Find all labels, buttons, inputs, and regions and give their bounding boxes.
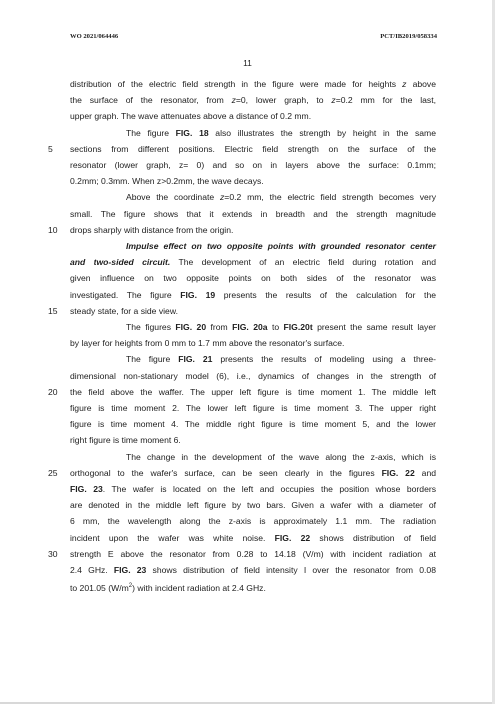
figure-reference: FIG. 20	[175, 322, 207, 333]
text-line: the field above the waffer. The upper left figure is time moment 1. The middle left	[70, 386, 436, 397]
text-line: The figure FIG. 18 also illustrates the strength by height in the same	[126, 127, 436, 138]
publication-number: WO 2021/064446	[70, 33, 119, 40]
figure-reference: FIG. 23	[70, 484, 103, 495]
figure-reference: FIG.20t	[283, 322, 313, 333]
superscript: 2	[128, 583, 133, 590]
text-line: resonator (lower graph, z= 0) and so on in layers above the surface: 0.1mm;	[70, 160, 436, 171]
text-line: right figure is time moment 6.	[70, 435, 181, 446]
line-number: 20	[48, 386, 58, 397]
text-line: The figures FIG. 20 from FIG. 20a to FIG.20t present the same result layer	[126, 322, 436, 333]
text-line: steady state, for a side view.	[70, 305, 178, 316]
line-number: 5	[48, 143, 53, 154]
text-line: and two-sided circuit. The development of an electric field during rotation and	[70, 257, 436, 268]
text-line: investigated. The figure FIG. 19 presents the results of the calculation for the	[70, 289, 437, 300]
text-line: distribution of the electric field strength in the figure were made for heights z above	[70, 79, 436, 89]
figure-reference: FIG. 20a	[232, 322, 268, 333]
text-line: strength E above the resonator from 0.28 to 14.18 (V/m) with incident radiation at	[70, 548, 436, 559]
text-line: sections from different positions. Electric field strength on the surface of the	[70, 143, 436, 154]
figure-reference: FIG. 23	[113, 565, 147, 576]
text-line: the surface of the resonator, from z=0, lower graph, to z=0.2 mm for the last,	[70, 95, 436, 106]
application-number: PCT/IB2019/058334	[380, 33, 437, 40]
text-line: 0.2mm; 0.3mm. When z>0.2mm, the wave decays.	[70, 176, 264, 187]
line-number: 25	[48, 467, 58, 478]
figure-reference: FIG. 22	[381, 467, 415, 478]
text-line: The figure FIG. 21 presents the results of modeling using a three-	[126, 354, 436, 365]
text-line: figure is time moment 2. The lower left figure is time moment 3. The upper right	[70, 403, 436, 414]
text-line: given influence on two opposite points on both sides of the resonator was	[70, 273, 436, 284]
text-line: incident upon the wafer was white noise. FIG. 22 shows distribution of field	[70, 532, 436, 543]
document-body	[70, 76, 436, 596]
text-line: figure is time moment 4. The middle right figure is time moment 5, and the lower	[70, 419, 436, 430]
text-line: 6 mm, the wavelength along the z-axis is approximately 1.1 mm. The radiation	[70, 516, 436, 527]
text-line: dimensional non-stationary model (6), i.e., dynamics of changes in the strength of	[70, 370, 436, 381]
page-number: 11	[243, 58, 252, 68]
figure-reference: FIG. 18	[175, 127, 209, 138]
line-number: 30	[48, 548, 58, 559]
figure-reference: FIG. 22	[274, 532, 311, 543]
text-line: FIG. 23. The wafer is located on the left and occupies the position whose borders	[70, 484, 437, 495]
text-line: upper graph. The wave attenuates above a distance of 0.2 mm.	[70, 111, 312, 122]
line-number: 15	[48, 305, 58, 316]
text-line: The change in the development of the wave along the z-axis, which is	[126, 451, 436, 462]
text-line: are denoted in the middle left figure by two bars. Given a wafer with a diameter of	[70, 500, 436, 511]
text-line: by layer for heights from 0 mm to 1.7 mm above the resonator's surface.	[70, 338, 345, 349]
text-line: orthogonal to the wafer's surface, can be seen clearly in the figures FIG. 22 and	[70, 467, 437, 478]
text-line: Above the coordinate z=0.2 mm, the electric field strength becomes very	[126, 192, 436, 203]
figure-reference: FIG. 21	[178, 354, 213, 365]
figure-reference: FIG. 19	[180, 289, 216, 300]
text-line: small. The figure shows that it extends in breadth and the strength magnitude	[70, 208, 436, 219]
line-number: 10	[48, 224, 58, 235]
text-line: to 201.05 $(W/m^2)$ with incident radiation at 2.4 GHz.	[70, 583, 266, 594]
section-heading: and two-sided circuit.	[70, 257, 171, 268]
text-line: drops sharply with distance from the origin.	[70, 224, 234, 235]
section-heading: Impulse effect on two opposite points with grounded resonator center	[126, 241, 436, 252]
text-line: 2.4 GHz. FIG. 23 shows distribution of field intensity I over the resonator from 0.08	[70, 565, 436, 576]
